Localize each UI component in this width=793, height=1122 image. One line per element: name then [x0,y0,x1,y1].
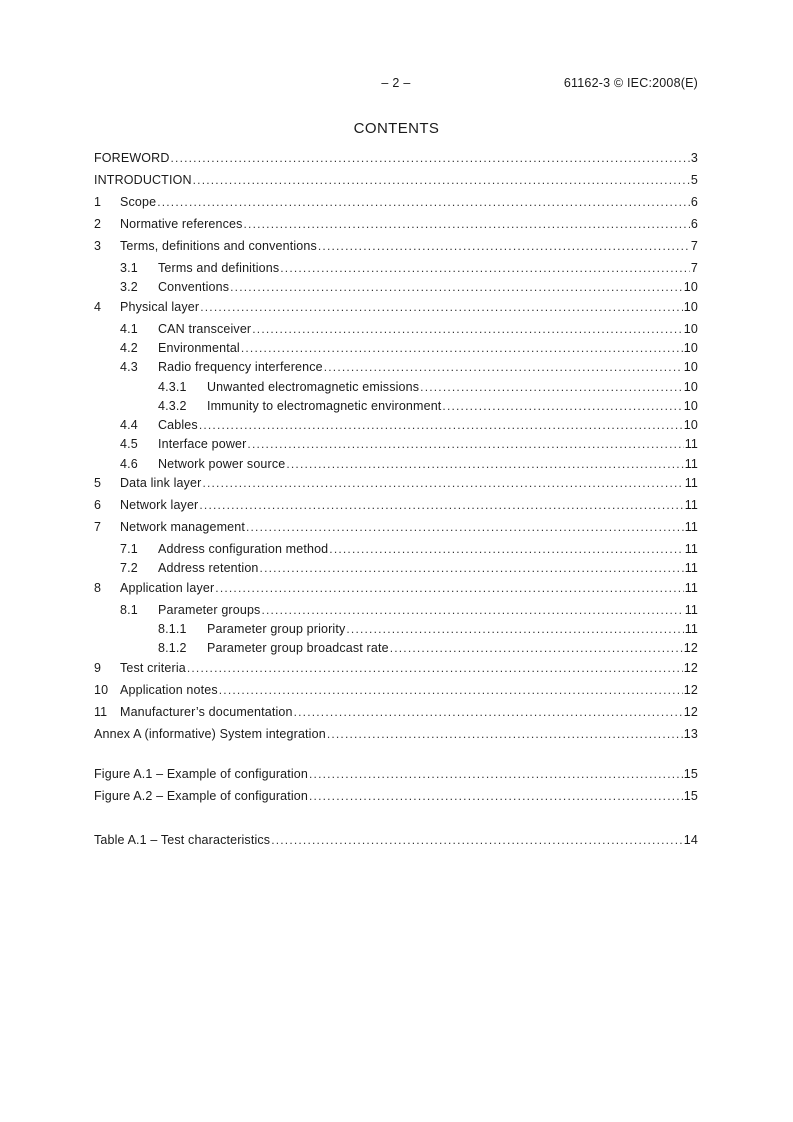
toc-entry-number: 6 [94,498,102,512]
contents-title: CONTENTS [353,120,440,137]
toc-entry-title: Table A.1 – Test characteristics [94,833,271,847]
toc-entry-page: 14 [683,833,698,847]
dot-leader [261,602,683,619]
dot-leader [346,621,683,638]
toc-entry-page: 10 [683,399,698,413]
dot-leader [280,260,690,277]
toc-entry-page: 15 [683,767,698,781]
toc-entry-title: Conventions [158,280,230,294]
toc-entry-number: 9 [94,661,102,675]
toc-entry-number: 8 [94,581,102,595]
toc-entry-number: 5 [94,476,102,490]
dot-leader [246,519,684,536]
dot-leader [199,417,683,434]
toc-entry-page: 10 [683,360,698,374]
toc-entry-title: Application layer [120,581,215,595]
toc-entry-number: 4.1 [120,322,138,336]
dot-leader [241,340,683,357]
toc-entry-title: Network layer [120,498,199,512]
toc-entry[interactable] [94,398,698,415]
toc-entry-page: 11 [684,561,698,575]
dot-leader [171,150,690,167]
toc-entry-page: 11 [684,622,698,636]
toc-entry[interactable] [94,260,698,277]
toc-entry-number: 4 [94,300,102,314]
toc-entry-page: 11 [684,457,698,471]
dot-leader [318,238,690,255]
dot-leader [271,832,683,849]
toc-entry-title: Parameter group broadcast rate [207,641,389,655]
toc-entry-page: 10 [683,341,698,355]
toc-entry-page: 13 [683,727,698,741]
toc-entry[interactable] [94,541,698,558]
dot-leader [187,660,683,677]
toc-entry[interactable] [94,621,698,638]
toc-entry-number: 7.1 [120,542,138,556]
toc-entry-title: Manufacturer’s documentation [120,705,293,719]
toc-entry[interactable] [94,580,698,597]
toc-entry-title: Address configuration method [158,542,329,556]
toc-entry-number: 10 [94,683,109,697]
toc-entry-page: 11 [684,542,698,556]
toc-entry-number: 4.3.1 [158,380,187,394]
toc-entry-page: 12 [683,705,698,719]
toc-entry-page: 10 [683,322,698,336]
toc-entry[interactable] [94,519,698,536]
dot-leader [219,682,683,699]
toc-entry-number: 4.6 [120,457,138,471]
dot-leader [286,456,683,473]
toc-entry-page: 11 [684,520,698,534]
toc-entry-title: Network power source [158,457,286,471]
toc-entry-number: 3 [94,239,102,253]
toc-entry-title: Annex A (informative) System integration [94,727,326,741]
dot-leader [329,541,683,558]
toc-entry-title: FOREWORD [94,151,170,165]
toc-entry-title: CAN transceiver [158,322,252,336]
toc-entry-number: 7 [94,520,102,534]
toc-entry-title: Immunity to electromagnetic environment [207,399,442,413]
toc-entry[interactable] [94,279,698,296]
toc-entry[interactable] [94,299,698,316]
dot-leader [309,788,683,805]
toc-entry[interactable] [94,497,698,514]
toc-entry-title: Application notes [120,683,218,697]
toc-entry[interactable] [94,660,698,677]
toc-entry-title: Environmental [158,341,240,355]
toc-entry[interactable] [94,417,698,434]
toc-entry-number: 8.1.1 [158,622,187,636]
toc-entry-page: 10 [683,300,698,314]
toc-entry-page: 11 [684,581,698,595]
toc-entry-page: 10 [683,418,698,432]
toc-entry-title: Data link layer [120,476,202,490]
toc-entry-title: Terms and definitions [158,261,280,275]
toc-entry[interactable] [94,560,698,577]
dot-leader [324,359,683,376]
dot-leader [215,580,683,597]
toc-entry-page: 12 [683,641,698,655]
toc-entry-number: 8.1 [120,603,138,617]
toc-entry-title: Figure A.1 – Example of configuration [94,767,309,781]
toc-entry-title: Address retention [158,561,259,575]
toc-entry[interactable] [94,475,698,492]
toc-entry-number: 1 [94,195,102,209]
page-number: – 2 – [381,76,411,90]
toc-entry[interactable] [94,321,698,338]
toc-entry-page: 6 [690,217,698,231]
toc-entry[interactable] [94,436,698,453]
dot-leader [247,436,683,453]
toc-entry-title: Interface power [158,437,247,451]
dot-leader [202,475,683,492]
dot-leader [244,216,690,233]
toc-entry-number: 2 [94,217,102,231]
toc-entry[interactable] [94,682,698,699]
dot-leader [230,279,683,296]
toc-entry[interactable] [94,238,698,255]
toc-entry-number: 4.2 [120,341,138,355]
toc-entry-title: Terms, definitions and conventions [120,239,317,253]
toc-entry-page: 11 [684,437,698,451]
toc-entry[interactable] [94,340,698,357]
toc-entry-title: Cables [158,418,198,432]
toc-entry-number: 3.1 [120,261,138,275]
toc-entry-number: 4.3.2 [158,399,187,413]
dot-leader [309,766,683,783]
toc-entry-number: 7.2 [120,561,138,575]
dot-leader [420,379,683,396]
toc-entry-page: 11 [684,498,698,512]
document-reference: 61162-3 © IEC:2008(E) [563,76,698,90]
toc-entry-page: 11 [684,603,698,617]
toc-entry-number: 11 [94,705,108,719]
toc-entry-title: Test criteria [120,661,186,675]
dot-leader [260,560,684,577]
toc-entry-number: 8.1.2 [158,641,187,655]
toc-entry[interactable] [94,726,698,743]
toc-entry-title: Scope [120,195,157,209]
toc-entry-title: Parameter group priority [207,622,346,636]
toc-entry-title: Unwanted electromagnetic emissions [207,380,420,394]
toc-entry-title: Parameter groups [158,603,261,617]
toc-entry[interactable] [94,379,698,396]
toc-entry[interactable] [94,788,698,805]
toc-entry-page: 11 [684,476,698,490]
toc-entry[interactable] [94,766,698,783]
toc-entry-number: 4.5 [120,437,138,451]
toc-entry[interactable] [94,640,698,657]
dot-leader [199,497,683,514]
toc-entry-page: 10 [683,280,698,294]
toc-entry-page: 12 [683,683,698,697]
dot-leader [327,726,683,743]
dot-leader [390,640,683,657]
dot-leader [157,194,690,211]
toc-entry[interactable] [94,602,698,619]
dot-leader [193,172,690,189]
toc-entry-page: 10 [683,380,698,394]
toc-entry[interactable] [94,832,698,849]
toc-entry-title: Network management [120,520,245,534]
dot-leader [252,321,683,338]
toc-entry-title: Physical layer [120,300,200,314]
toc-entry[interactable] [94,456,698,473]
toc-entry-page: 7 [690,239,698,253]
toc-entry-title: Figure A.2 – Example of configuration [94,789,309,803]
toc-entry-title: Normative references [120,217,243,231]
toc-entry-title: INTRODUCTION [94,173,192,187]
toc-entry-page: 12 [683,661,698,675]
toc-entry[interactable] [94,194,698,211]
toc-entry-number: 3.2 [120,280,138,294]
toc-entry[interactable] [94,172,698,189]
toc-entry-page: 6 [690,195,698,209]
dot-leader [200,299,683,316]
toc-entry[interactable] [94,216,698,233]
toc-entry-page: 3 [690,151,698,165]
toc-entry-title: Radio frequency interference [158,360,323,374]
toc-entry[interactable] [94,150,698,167]
dot-leader [442,398,682,415]
dot-leader [294,704,683,721]
toc-entry[interactable] [94,359,698,376]
toc-entry[interactable] [94,704,698,721]
toc-entry-page: 15 [683,789,698,803]
toc-entry-number: 4.4 [120,418,138,432]
toc-entry-number: 4.3 [120,360,138,374]
toc-entry-page: 5 [690,173,698,187]
toc-entry-page: 7 [690,261,698,275]
